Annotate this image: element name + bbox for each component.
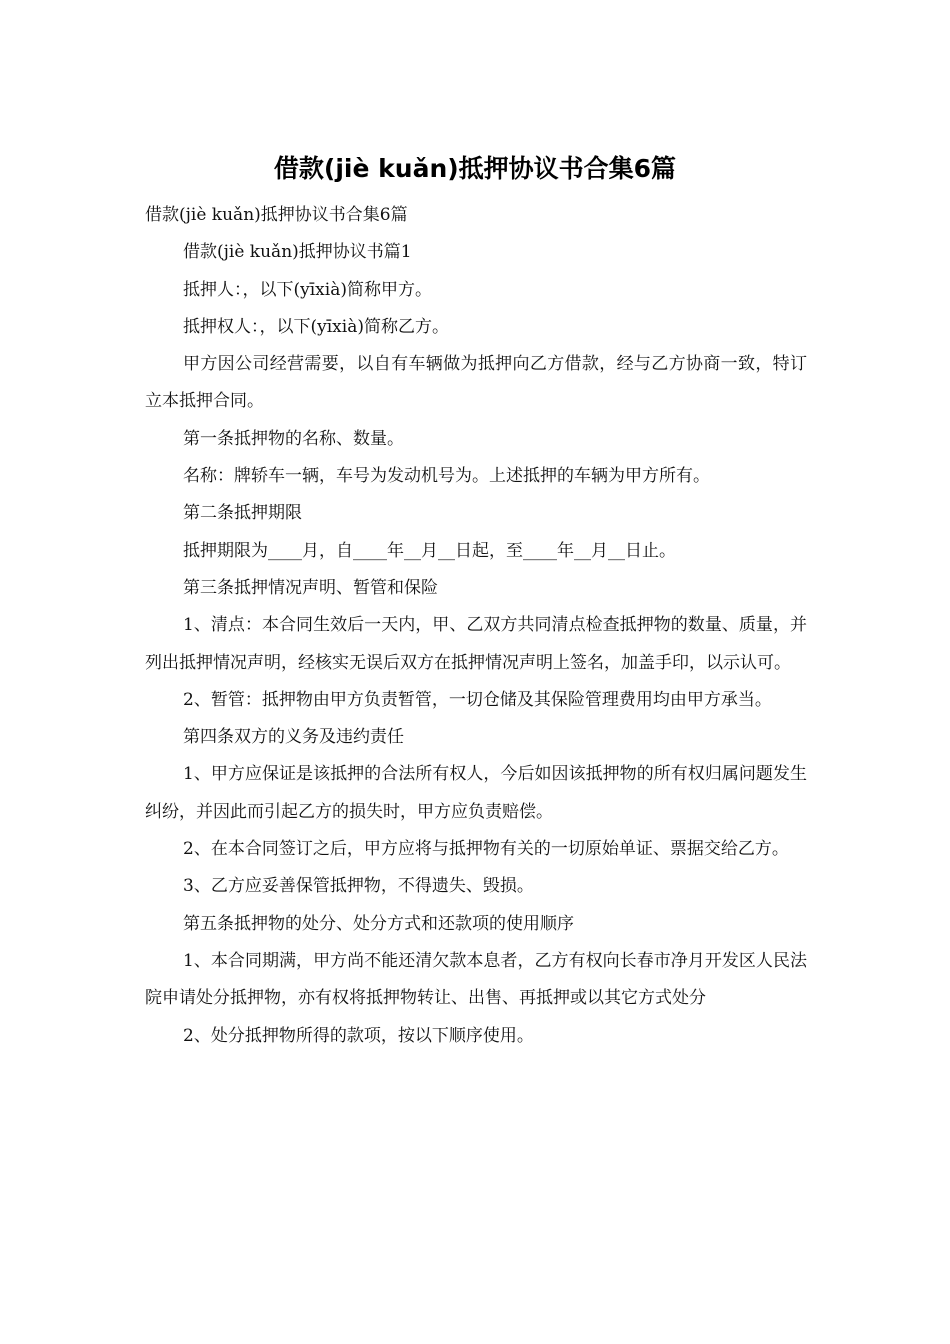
paragraph: 甲方因公司经营需要，以自有车辆做为抵押向乙方借款，经与乙方协商一致，特订立本抵押合同。 (145, 354, 807, 412)
paragraph: 抵押期限为____月，自____年__月__日起，至____年__月__日止。 (183, 540, 676, 561)
paragraph: 1、甲方应保证是该抵押的合法所有权人，今后如因该抵押物的所有权归属问题发生纠纷，并因此而引起乙方的损失时，甲方应负责赔偿。 (145, 764, 807, 822)
paragraph: 1、清点：本合同生效后一天内，甲、乙双方共同清点检查抵押物的数量、质量，并列出抵押情况声明，经核实无误后双方在抵押情况声明上签名，加盖手印，以示认可。 (145, 615, 807, 673)
paragraph: 第四条双方的义务及违约责任 (183, 727, 404, 748)
paragraph: 抵押人：，以下(yīxià)简称甲方。 (183, 279, 432, 300)
paragraph: 2、暂管：抵押物由甲方负责暂管，一切仓储及其保险管理费用均由甲方承当。 (183, 689, 772, 710)
document-title: 借款(jiè kuǎn)抵押协议书合集6篇 (273, 154, 677, 183)
paragraph: 第一条抵押物的名称、数量。 (183, 428, 404, 449)
paragraph: 第二条抵押期限 (183, 503, 302, 524)
paragraph: 3、乙方应妥善保管抵押物，不得遗失、毁损。 (183, 876, 534, 897)
paragraph: 名称：牌轿车一辆，车号为发动机号为。上述抵押的车辆为甲方所有。 (183, 466, 710, 487)
paragraph: 借款(jiè kuǎn)抵押协议书合集6篇 (145, 205, 408, 225)
paragraph: 第五条抵押物的处分、处分方式和还款项的使用顺序 (183, 913, 574, 934)
paragraph: 1、本合同期满，甲方尚不能还清欠款本息者，乙方有权向长春市净月开发区人民法院申请处分抵押物，亦有权将抵押物转让、出售、再抵押或以其它方式处分 (145, 950, 807, 1009)
paragraph: 2、处分抵押物所得的款项，按以下顺序使用。 (183, 1025, 534, 1046)
paragraph: 2、在本合同签订之后，甲方应将与抵押物有关的一切原始单证、票据交给乙方。 (183, 839, 789, 860)
paragraph: 抵押权人：，以下(yīxià)简称乙方。 (183, 316, 449, 337)
paragraph: 第三条抵押情况声明、暂管和保险 (183, 577, 438, 598)
document-body (145, 197, 807, 1055)
paragraph: 借款(jiè kuǎn)抵押协议书篇1 (183, 242, 412, 263)
